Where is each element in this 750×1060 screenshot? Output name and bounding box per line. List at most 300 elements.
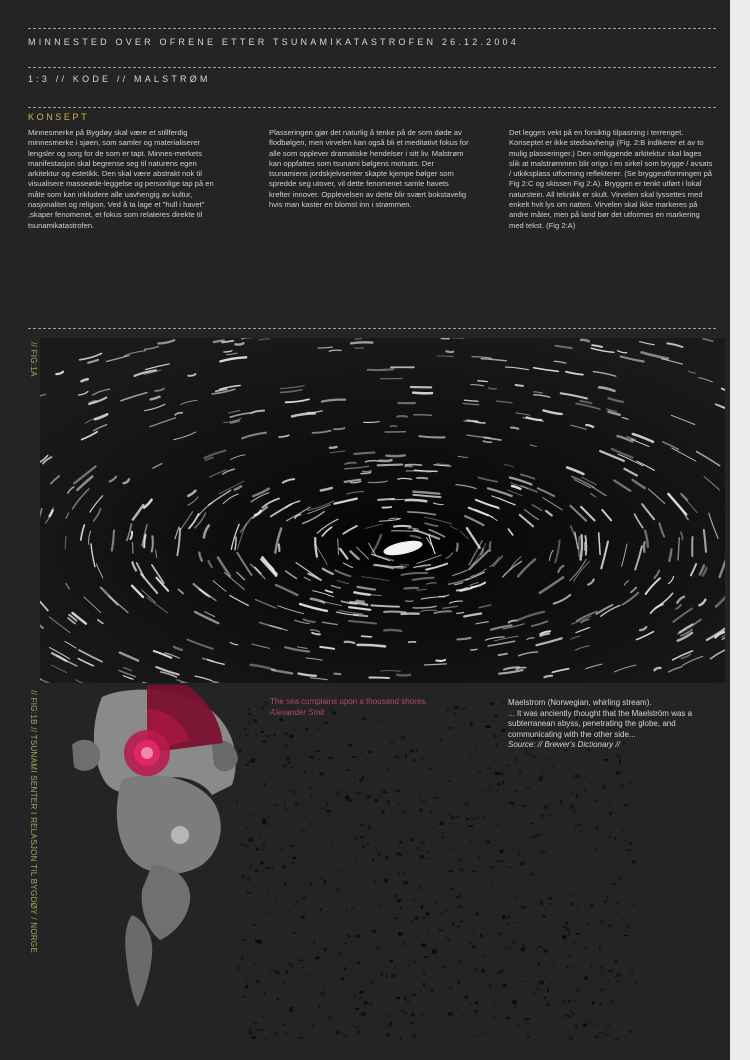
texture-speck bbox=[584, 788, 586, 791]
texture-speck bbox=[322, 988, 325, 989]
texture-speck bbox=[242, 996, 246, 997]
texture-speck bbox=[380, 720, 382, 722]
texture-speck bbox=[356, 935, 361, 938]
texture-speck bbox=[348, 799, 353, 802]
texture-speck bbox=[318, 738, 322, 739]
texture-speck bbox=[570, 1009, 572, 1013]
texture-speck bbox=[321, 807, 326, 809]
texture-speck bbox=[299, 754, 300, 755]
texture-speck bbox=[264, 783, 266, 787]
texture-speck bbox=[616, 980, 618, 982]
texture-speck bbox=[577, 825, 582, 826]
texture-speck bbox=[260, 731, 264, 733]
texture-speck bbox=[311, 795, 313, 798]
water-streak bbox=[378, 499, 394, 500]
texture-speck bbox=[450, 816, 455, 819]
texture-speck bbox=[515, 1006, 517, 1009]
texture-speck bbox=[353, 994, 356, 997]
texture-speck bbox=[250, 864, 252, 867]
texture-speck bbox=[459, 868, 461, 870]
texture-speck bbox=[291, 1040, 294, 1041]
texture-speck bbox=[356, 859, 357, 863]
texture-speck bbox=[472, 870, 477, 872]
texture-speck bbox=[346, 769, 348, 771]
texture-speck bbox=[607, 1025, 612, 1028]
texture-speck bbox=[411, 1022, 414, 1025]
water-streak bbox=[351, 342, 372, 343]
texture-speck bbox=[394, 965, 395, 967]
texture-speck bbox=[563, 909, 565, 911]
water-streak bbox=[235, 343, 243, 344]
texture-speck bbox=[596, 826, 598, 830]
texture-speck bbox=[275, 897, 277, 901]
texture-speck bbox=[503, 701, 504, 705]
texture-speck bbox=[530, 873, 533, 875]
concept-heading: KONSEPT bbox=[28, 112, 90, 122]
texture-speck bbox=[267, 912, 272, 914]
texture-speck bbox=[497, 971, 502, 973]
texture-speck bbox=[264, 702, 268, 705]
texture-speck bbox=[475, 1001, 479, 1004]
texture-speck bbox=[527, 754, 531, 755]
water-streak bbox=[334, 428, 344, 429]
texture-speck bbox=[368, 751, 372, 753]
texture-speck bbox=[304, 770, 306, 774]
texture-speck bbox=[482, 970, 485, 973]
texture-speck bbox=[496, 861, 501, 862]
texture-speck bbox=[247, 869, 251, 870]
texture-speck bbox=[312, 772, 313, 774]
water-streak bbox=[579, 537, 580, 557]
texture-speck bbox=[429, 768, 432, 769]
water-streak bbox=[369, 677, 389, 678]
texture-speck bbox=[416, 749, 418, 752]
water-streak bbox=[330, 447, 337, 448]
texture-speck bbox=[472, 932, 475, 934]
texture-speck bbox=[617, 902, 619, 904]
texture-speck bbox=[451, 799, 453, 800]
texture-speck bbox=[264, 1039, 267, 1041]
texture-speck bbox=[336, 1031, 340, 1035]
texture-speck bbox=[493, 1016, 495, 1020]
texture-speck bbox=[569, 1037, 573, 1040]
texture-speck bbox=[562, 935, 566, 939]
texture-speck bbox=[525, 751, 529, 754]
texture-speck bbox=[391, 974, 396, 978]
texture-speck bbox=[460, 920, 465, 923]
texture-speck bbox=[424, 956, 428, 958]
texture-speck bbox=[568, 932, 570, 936]
texture-speck bbox=[246, 764, 248, 766]
water-streak bbox=[334, 674, 340, 675]
texture-speck bbox=[499, 933, 501, 936]
texture-speck bbox=[603, 974, 606, 976]
texture-speck bbox=[389, 764, 394, 766]
texture-speck bbox=[244, 957, 245, 958]
texture-speck bbox=[520, 861, 525, 865]
texture-speck bbox=[447, 781, 451, 782]
texture-speck bbox=[242, 940, 245, 942]
texture-speck bbox=[448, 1012, 453, 1016]
texture-speck bbox=[542, 850, 547, 853]
texture-speck bbox=[484, 1032, 485, 1034]
texture-speck bbox=[489, 703, 493, 705]
texture-speck bbox=[369, 789, 370, 791]
texture-speck bbox=[597, 857, 598, 859]
texture-speck bbox=[444, 910, 448, 912]
water-streak bbox=[214, 341, 224, 343]
texture-speck bbox=[384, 879, 387, 883]
texture-speck bbox=[535, 947, 536, 949]
texture-speck bbox=[362, 845, 365, 848]
texture-speck bbox=[319, 1005, 320, 1008]
texture-speck bbox=[634, 1011, 636, 1013]
texture-speck bbox=[254, 1023, 257, 1025]
texture-speck bbox=[284, 744, 289, 747]
texture-speck bbox=[357, 1031, 361, 1034]
texture-speck bbox=[399, 841, 402, 844]
texture-speck bbox=[539, 981, 544, 985]
texture-speck bbox=[290, 845, 294, 847]
texture-speck bbox=[415, 916, 419, 920]
texture-speck bbox=[313, 1021, 317, 1022]
texture-speck bbox=[537, 833, 540, 836]
texture-speck bbox=[324, 721, 329, 724]
texture-speck bbox=[255, 940, 260, 943]
texture-speck bbox=[394, 917, 398, 919]
texture-speck bbox=[502, 984, 506, 988]
texture-speck bbox=[322, 995, 323, 998]
water-streak bbox=[394, 526, 411, 527]
texture-speck bbox=[623, 935, 628, 936]
texture-speck bbox=[270, 970, 271, 972]
texture-speck bbox=[585, 775, 587, 777]
texture-speck bbox=[325, 920, 326, 921]
texture-speck bbox=[404, 992, 405, 994]
texture-speck bbox=[284, 882, 287, 885]
water-streak bbox=[406, 500, 427, 501]
texture-speck bbox=[606, 896, 608, 899]
texture-speck bbox=[344, 967, 347, 970]
texture-speck bbox=[576, 794, 578, 798]
texture-speck bbox=[607, 801, 610, 804]
texture-speck bbox=[354, 782, 356, 786]
texture-speck bbox=[458, 906, 462, 908]
texture-speck bbox=[472, 818, 474, 821]
texture-speck bbox=[341, 918, 342, 920]
texture-speck bbox=[423, 839, 425, 841]
water-streak bbox=[490, 542, 491, 551]
texture-speck bbox=[487, 829, 490, 831]
texture-speck bbox=[327, 802, 329, 806]
texture-speck bbox=[490, 884, 492, 886]
texture-speck bbox=[249, 761, 254, 762]
texture-speck bbox=[261, 843, 266, 847]
texture-speck bbox=[360, 836, 364, 839]
texture-speck bbox=[494, 714, 497, 717]
texture-speck bbox=[458, 960, 462, 964]
texture-speck bbox=[623, 804, 628, 807]
texture-speck bbox=[380, 796, 382, 798]
texture-speck bbox=[345, 795, 349, 799]
texture-speck bbox=[431, 779, 434, 781]
texture-speck bbox=[635, 844, 636, 846]
texture-speck bbox=[547, 1002, 550, 1004]
texture-speck bbox=[495, 824, 498, 826]
water-streak bbox=[446, 351, 453, 352]
texture-speck bbox=[256, 849, 259, 851]
texture-speck bbox=[497, 782, 501, 786]
texture-speck bbox=[420, 858, 422, 859]
texture-speck bbox=[457, 926, 460, 928]
texture-speck bbox=[289, 1010, 293, 1012]
water-streak bbox=[380, 460, 392, 461]
texture-speck bbox=[572, 902, 574, 906]
texture-speck bbox=[572, 966, 574, 969]
divider bbox=[28, 328, 716, 329]
water-streak bbox=[436, 660, 445, 661]
texture-speck bbox=[550, 903, 552, 905]
texture-speck bbox=[330, 842, 334, 844]
texture-speck bbox=[502, 915, 505, 918]
texture-speck bbox=[352, 756, 356, 758]
texture-speck bbox=[502, 780, 504, 784]
water-streak bbox=[355, 348, 364, 349]
texture-speck bbox=[419, 808, 422, 812]
texture-speck bbox=[530, 823, 535, 825]
water-streak bbox=[417, 478, 427, 479]
texture-speck bbox=[555, 980, 557, 982]
texture-speck bbox=[547, 988, 549, 992]
texture-speck bbox=[442, 965, 446, 969]
texture-speck bbox=[282, 981, 285, 985]
texture-speck bbox=[249, 1028, 251, 1031]
texture-speck bbox=[577, 906, 579, 908]
texture-speck bbox=[549, 804, 552, 805]
texture-speck bbox=[342, 800, 344, 802]
texture-speck bbox=[601, 970, 603, 974]
water-streak bbox=[345, 642, 355, 643]
texture-speck bbox=[284, 732, 288, 734]
texture-speck bbox=[509, 947, 511, 949]
concept-column-1: Minnesmerke på Bygdøy skal være et stillferdig minnesmerke i sjøen, som samler og materialiserer lengsler og sorg for de som er tapt. Minnes-merkets manifestasjon skal begrense seg til naturens egen arkitektur og estetikk. Den skal være abstrakt nok til visualisere masseøde-leggelse og personlige tap på en måte som kan inkludere alle uavhengig av kultur, nasjonalitet og religion. Ved å ta lage et "hull i havet" ,skaper fenomenet, et fokus som relateres direkte til tsunamikatastrofen. bbox=[28, 128, 214, 230]
texture-specks bbox=[236, 700, 636, 1040]
texture-speck bbox=[396, 853, 400, 856]
texture-speck bbox=[360, 753, 362, 754]
texture-speck bbox=[386, 1033, 389, 1037]
water-streak bbox=[383, 507, 392, 508]
texture-speck bbox=[437, 746, 438, 747]
texture-speck bbox=[286, 970, 289, 974]
texture-speck bbox=[432, 827, 436, 829]
texture-speck bbox=[355, 1027, 358, 1028]
texture-speck bbox=[539, 776, 541, 779]
texture-speck bbox=[328, 890, 330, 891]
texture-speck bbox=[411, 750, 415, 753]
water-streak bbox=[405, 588, 418, 589]
texture-speck bbox=[532, 1024, 534, 1025]
texture-speck bbox=[525, 1020, 527, 1022]
texture-speck bbox=[452, 922, 455, 925]
texture-speck bbox=[494, 1001, 498, 1003]
water-streak bbox=[457, 544, 458, 551]
texture-speck bbox=[268, 816, 269, 818]
texture-speck bbox=[553, 844, 557, 846]
texture-speck bbox=[487, 766, 491, 770]
texture-speck bbox=[302, 830, 307, 831]
texture-speck bbox=[403, 811, 406, 814]
texture-speck bbox=[403, 1012, 408, 1014]
texture-speck bbox=[474, 817, 478, 820]
texture-speck bbox=[455, 826, 458, 827]
texture-speck bbox=[328, 911, 329, 913]
texture-speck bbox=[272, 969, 277, 971]
water-streak bbox=[414, 415, 432, 416]
texture-speck bbox=[450, 823, 453, 825]
texture-speck bbox=[573, 942, 578, 943]
texture-speck bbox=[411, 1013, 415, 1016]
texture-speck bbox=[469, 753, 471, 757]
texture-speck bbox=[359, 998, 362, 1000]
texture-speck bbox=[615, 944, 617, 947]
texture-speck bbox=[361, 1013, 365, 1017]
texture-speck bbox=[341, 1033, 344, 1035]
texture-speck bbox=[603, 785, 605, 789]
texture-speck bbox=[277, 998, 279, 1000]
texture-speck bbox=[630, 1031, 633, 1033]
texture-speck bbox=[368, 832, 369, 835]
texture-speck bbox=[336, 889, 340, 891]
texture-speck bbox=[394, 894, 397, 898]
texture-speck bbox=[400, 1037, 402, 1040]
texture-speck bbox=[562, 1017, 564, 1019]
texture-speck bbox=[382, 810, 385, 813]
texture-speck bbox=[505, 764, 509, 766]
texture-speck bbox=[630, 841, 631, 844]
definition-block bbox=[508, 698, 713, 751]
texture-speck bbox=[274, 734, 277, 736]
texture-speck bbox=[320, 908, 322, 911]
water-streak bbox=[362, 636, 372, 637]
texture-speck bbox=[598, 966, 603, 968]
texture-speck bbox=[622, 830, 625, 832]
texture-speck bbox=[321, 942, 323, 944]
texture-speck bbox=[609, 836, 612, 838]
texture-speck bbox=[377, 947, 379, 950]
texture-speck bbox=[419, 886, 423, 890]
texture-speck bbox=[614, 960, 618, 962]
texture-speck bbox=[301, 915, 305, 918]
texture-speck bbox=[544, 996, 545, 999]
texture-speck bbox=[429, 1022, 433, 1024]
texture-speck bbox=[590, 904, 594, 907]
texture-speck bbox=[598, 836, 599, 837]
texture-speck bbox=[372, 859, 374, 861]
texture-speck bbox=[512, 1000, 517, 1004]
texture-speck bbox=[261, 728, 264, 729]
texture-speck bbox=[420, 855, 424, 858]
whirlpool-photo bbox=[40, 338, 725, 683]
texture-speck bbox=[512, 940, 515, 943]
texture-speck bbox=[448, 870, 453, 872]
texture-speck bbox=[245, 845, 249, 848]
texture-speck bbox=[291, 766, 294, 767]
texture-speck bbox=[412, 921, 414, 923]
texture-speck bbox=[478, 855, 480, 858]
world-map-image bbox=[52, 685, 252, 1015]
texture-speck bbox=[539, 852, 541, 855]
texture-speck bbox=[293, 791, 297, 794]
texture-speck bbox=[447, 762, 448, 763]
texture-speck bbox=[280, 849, 283, 851]
texture-speck bbox=[316, 728, 321, 729]
water-streak bbox=[357, 601, 364, 602]
texture-speck bbox=[517, 1025, 522, 1028]
texture-speck bbox=[483, 790, 484, 792]
texture-speck bbox=[571, 792, 573, 795]
texture-speck bbox=[335, 792, 340, 794]
texture-speck bbox=[310, 882, 312, 885]
texture-speck bbox=[482, 815, 485, 819]
texture-speck bbox=[538, 946, 542, 948]
texture-speck bbox=[369, 1004, 373, 1006]
texture-speck bbox=[329, 815, 331, 817]
texture-speck bbox=[532, 756, 536, 758]
texture-speck bbox=[299, 1037, 304, 1039]
texture-speck bbox=[246, 892, 251, 894]
texture-speck bbox=[488, 799, 492, 801]
texture-speck bbox=[324, 948, 327, 952]
texture-speck bbox=[345, 943, 347, 945]
texture-speck bbox=[542, 916, 546, 918]
texture-speck bbox=[440, 739, 442, 742]
texture-speck bbox=[515, 922, 519, 923]
texture-speck bbox=[634, 854, 635, 856]
texture-speck bbox=[418, 847, 420, 850]
texture-speck bbox=[378, 904, 380, 906]
water-streak bbox=[581, 535, 582, 559]
texture-speck bbox=[388, 800, 390, 804]
texture-speck bbox=[455, 896, 460, 898]
texture-speck bbox=[310, 822, 314, 825]
divider bbox=[28, 67, 716, 68]
texture-speck bbox=[357, 962, 360, 965]
texture-speck bbox=[372, 930, 376, 933]
texture-speck bbox=[257, 1029, 258, 1033]
texture-speck bbox=[604, 893, 605, 894]
texture-speck bbox=[397, 899, 402, 902]
texture-speck bbox=[389, 1022, 392, 1026]
texture-speck bbox=[413, 759, 416, 762]
texture-speck bbox=[357, 837, 358, 840]
texture-speck bbox=[263, 740, 266, 742]
texture-speck bbox=[296, 901, 299, 902]
texture-speck bbox=[422, 1012, 423, 1016]
texture-speck bbox=[588, 1021, 590, 1024]
texture-speck bbox=[389, 832, 390, 834]
texture-speck bbox=[346, 780, 348, 782]
texture-speck bbox=[628, 1030, 631, 1031]
texture-speck bbox=[412, 993, 416, 996]
texture-speck bbox=[565, 1015, 570, 1017]
texture-speck bbox=[444, 723, 448, 724]
texture-speck bbox=[399, 907, 402, 909]
water-streak bbox=[478, 381, 488, 382]
texture-speck bbox=[489, 985, 492, 988]
texture-speck bbox=[396, 997, 400, 1000]
texture-speck bbox=[321, 877, 323, 880]
texture-speck bbox=[566, 922, 568, 925]
